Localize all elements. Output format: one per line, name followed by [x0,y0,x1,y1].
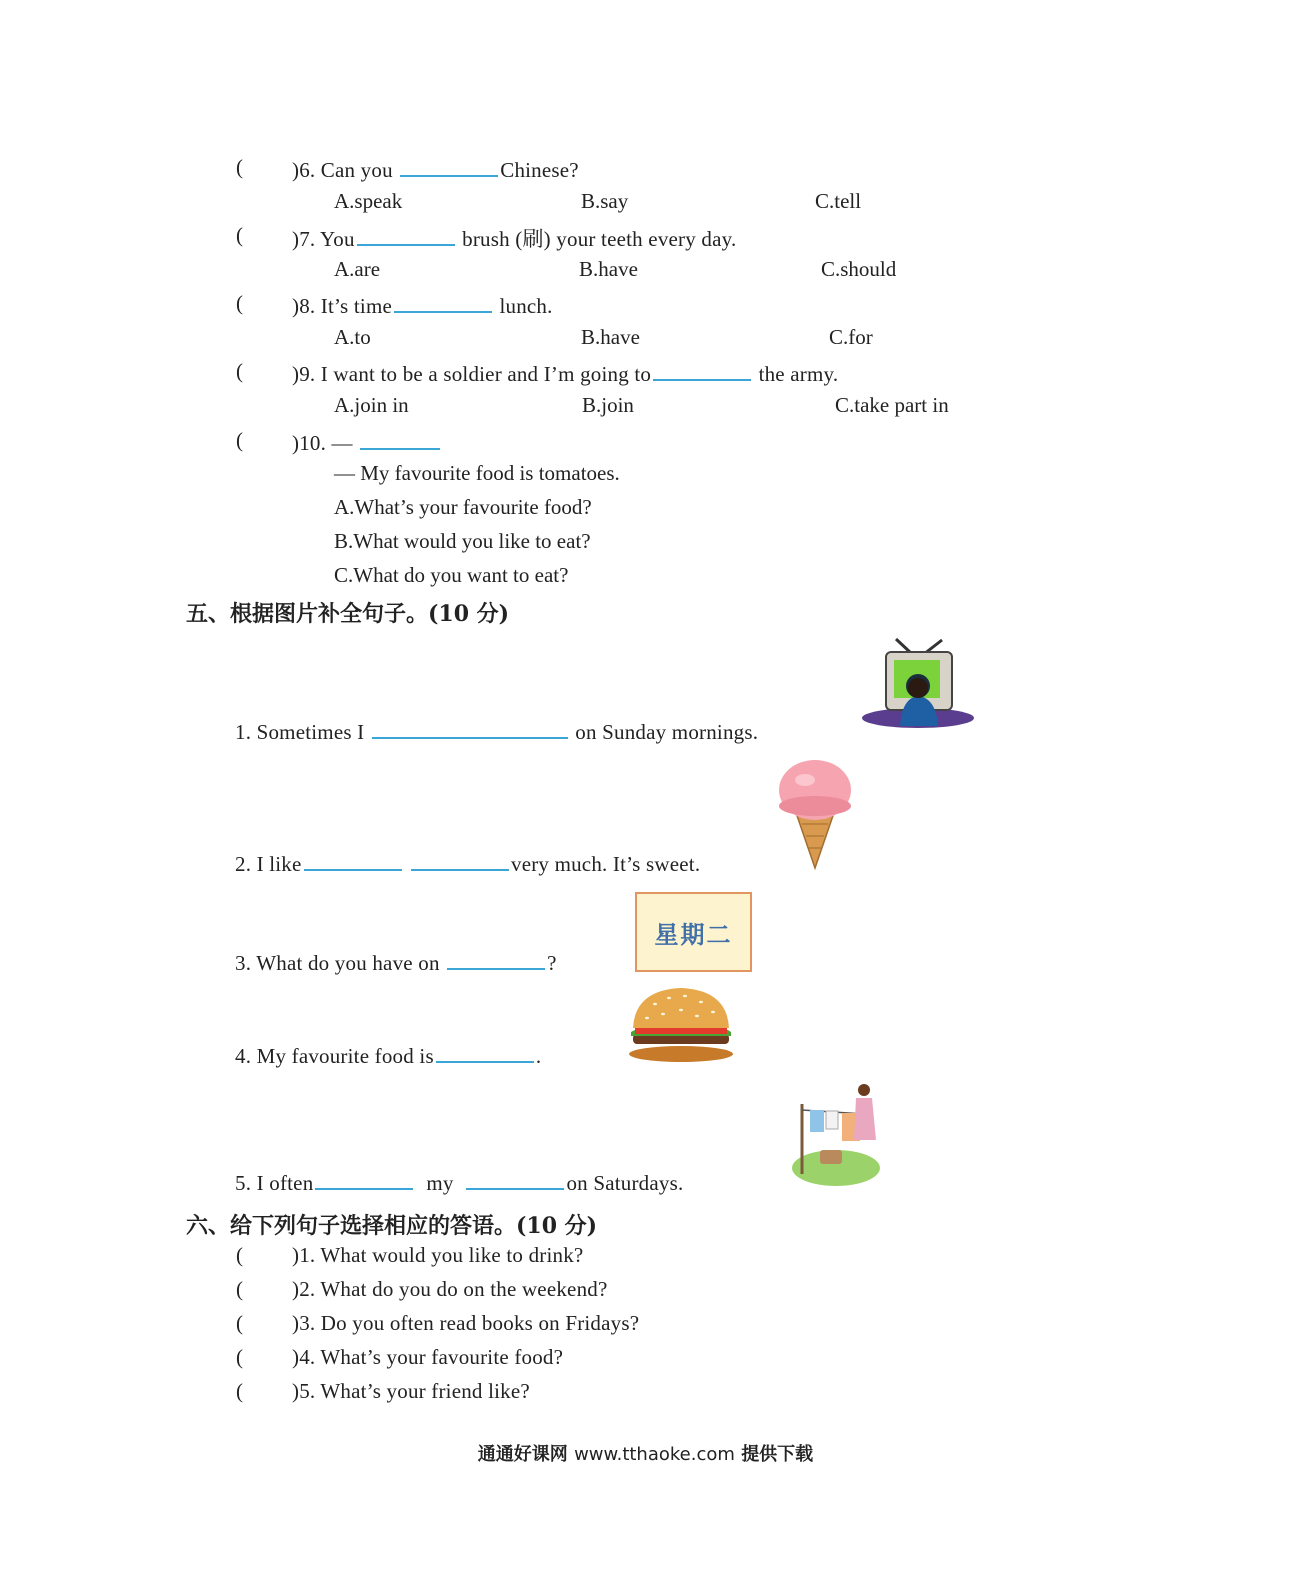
option-c: C.take part in [835,393,949,417]
section-6-title: 六、给下列句子选择相应的答语。(10 分) [186,1213,598,1239]
answer-blank[interactable] [436,1041,534,1063]
answer-blank[interactable] [400,155,498,177]
footer-url[interactable]: www.tthaoke.com [574,1444,735,1465]
option-b: B.say [581,189,629,213]
matching-question-1: )1. What would you like to drink? [292,1243,584,1267]
matching-question-5: )5. What’s your friend like? [292,1379,530,1403]
hamburger-picture [625,984,737,1064]
ice-cream-picture [775,758,855,870]
picture-question-3: 3. What do you have on ? [235,948,557,976]
footer-site-name: 通通好课网 [477,1444,568,1465]
answer-blank[interactable] [447,948,545,970]
answer-paren: ( [236,428,243,452]
answer-blank[interactable] [315,1168,413,1190]
option-a: A.speak [334,189,403,213]
footer-note: 提供下载 [741,1444,814,1465]
matching-question-4: )4. What’s your favourite food? [292,1345,564,1369]
answer-paren: ( [236,291,243,315]
question-9: )9. I want to be a soldier and I’m going to the army. [292,359,838,387]
answer-paren: ( [236,155,243,179]
option-b: B.What would you like to eat? [334,529,591,553]
option-c: C.should [821,257,897,281]
answer-blank[interactable] [357,224,455,246]
option-c: C.tell [815,189,862,213]
answer-paren: ( [236,1345,243,1369]
answer-blank[interactable] [653,359,751,381]
tv-watching-picture [860,636,978,732]
picture-question-5: 5. I often my on Saturdays. [235,1168,683,1196]
page-footer [0,1440,1291,1466]
option-b: B.have [581,325,640,349]
picture-question-4: 4. My favourite food is . [235,1041,541,1069]
option-a: A.are [334,257,381,281]
answer-paren: ( [236,359,243,383]
answer-blank[interactable] [466,1168,564,1190]
answer-paren: ( [236,1311,243,1335]
answer-blank[interactable] [360,428,440,450]
matching-question-3: )3. Do you often read books on Fridays? [292,1311,640,1335]
matching-question-2: )2. What do you do on the weekend? [292,1277,608,1301]
dialog-answer: — My favourite food is tomatoes. [334,461,620,485]
option-b: B.join [582,393,634,417]
option-a: A.What’s your favourite food? [334,495,592,519]
question-7: )7. You brush (刷) your teeth every day. [292,223,736,253]
washing-clothes-picture [790,1080,882,1186]
question-10: )10. — [292,428,442,456]
option-b: B.have [579,257,638,281]
picture-question-2: 2. I like very much. It’s sweet. [235,849,700,877]
option-a: A.join in [334,393,409,417]
answer-blank[interactable] [372,717,568,739]
option-c: C.What do you want to eat? [334,563,569,587]
answer-paren: ( [236,223,243,247]
answer-blank[interactable] [394,291,492,313]
question-8: )8. It’s time lunch. [292,291,553,319]
section-5-title: 五、根据图片补全句子。(10 分) [186,601,510,627]
answer-paren: ( [236,1243,243,1267]
option-c: C.for [829,325,873,349]
picture-question-1: 1. Sometimes I on Sunday mornings. [235,717,758,745]
answer-blank[interactable] [411,849,509,871]
option-a: A.to [334,325,371,349]
answer-paren: ( [236,1379,243,1403]
answer-paren: ( [236,1277,243,1301]
answer-blank[interactable] [304,849,402,871]
calendar-card: 星期二 [635,892,752,972]
question-6: )6. Can you Chinese? [292,155,579,183]
